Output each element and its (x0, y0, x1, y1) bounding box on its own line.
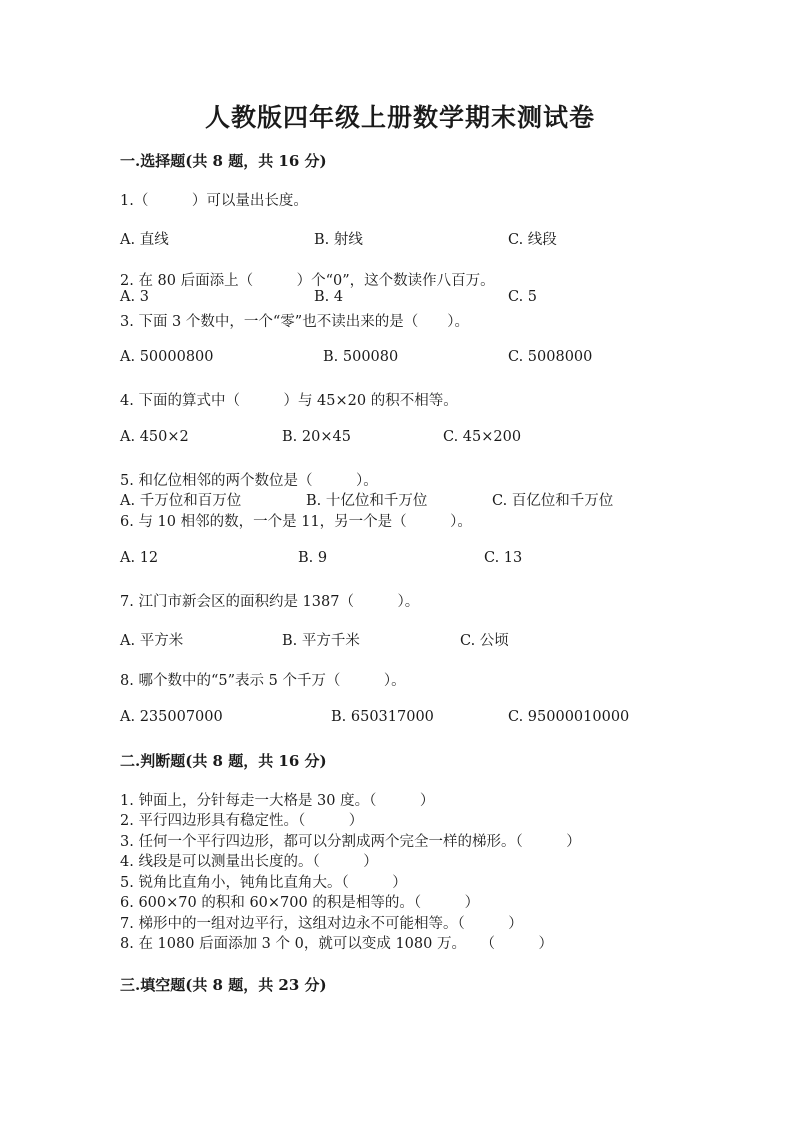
judge-item-7: 7. 梯形中的一组对边平行，这组对边永不可能相等。（ ） (120, 916, 523, 932)
question-1: 1.（ ）可以量出长度。 (120, 193, 308, 209)
judge-item-8: 8. 在 1080 后面添加 3 个 0，就可以变成 1080 万。 （ ） (120, 936, 553, 952)
option-4a: A. 450×2 (120, 429, 189, 445)
option-4b: B. 20×45 (282, 429, 351, 445)
option-5b: B. 十亿位和千万位 (306, 493, 428, 509)
option-8a: A. 235007000 (120, 709, 223, 725)
judge-item-2: 2. 平行四边形具有稳定性。（ ） (120, 813, 364, 829)
option-6b: B. 9 (298, 550, 328, 566)
question-6: 6. 与 10 相邻的数，一个是 11，另一个是（ ）。 (120, 514, 472, 530)
option-5a: A. 千万位和百万位 (120, 493, 242, 509)
option-1a: A. 直线 (120, 232, 169, 248)
judge-item-3: 3. 任何一个平行四边形，都可以分割成两个完全一样的梯形。（ ） (120, 834, 581, 850)
question-3: 3. 下面 3 个数中，一个“零”也不读出来的是（ ）。 (120, 314, 469, 330)
question-5: 5. 和亿位相邻的两个数位是（ ）。 (120, 473, 378, 489)
question-2: 2. 在 80 后面添上（ ）个“0”，这个数读作八百万。 (120, 273, 495, 289)
option-6a: A. 12 (120, 550, 159, 566)
section-heading-choice: 一.选择题(共 8 题，共 16 分) (120, 152, 327, 170)
option-8b: B. 650317000 (331, 709, 434, 725)
judge-item-1: 1. 钟面上，分针每走一大格是 30 度。（ ） (120, 793, 435, 809)
question-8: 8. 哪个数中的“5”表示 5 个千万（ ）。 (120, 673, 406, 689)
option-4c: C. 45×200 (443, 429, 522, 445)
option-7c: C. 公顷 (460, 633, 509, 649)
option-1b: B. 射线 (314, 232, 363, 248)
page-title: 人教版四年级上册数学期末测试卷 (204, 103, 595, 132)
option-2b: B. 4 (314, 289, 344, 305)
judge-item-4: 4. 线段是可以测量出长度的。（ ） (120, 854, 378, 870)
option-3a: A. 50000800 (120, 349, 214, 365)
option-7b: B. 平方千米 (282, 633, 360, 649)
option-3c: C. 5008000 (508, 349, 593, 365)
option-6c: C. 13 (484, 550, 523, 566)
section-heading-fill: 三.填空题(共 8 题，共 23 分) (120, 976, 327, 994)
option-3b: B. 500080 (323, 349, 399, 365)
option-8c: C. 95000010000 (508, 709, 630, 725)
option-2a: A. 3 (120, 289, 149, 305)
judge-item-6: 6. 600×70 的积和 60×700 的积是相等的。（ ） (120, 895, 480, 911)
option-5c: C. 百亿位和千万位 (492, 493, 614, 509)
option-7a: A. 平方米 (120, 633, 184, 649)
section-heading-judge: 二.判断题(共 8 题，共 16 分) (120, 752, 327, 770)
option-2c: C. 5 (508, 289, 538, 305)
question-4: 4. 下面的算式中（ ）与 45×20 的积不相等。 (120, 393, 458, 409)
judge-item-5: 5. 锐角比直角小，钝角比直角大。（ ） (120, 875, 407, 891)
question-7: 7. 江门市新会区的面积约是 1387（ ）。 (120, 594, 420, 610)
option-1c: C. 线段 (508, 232, 557, 248)
